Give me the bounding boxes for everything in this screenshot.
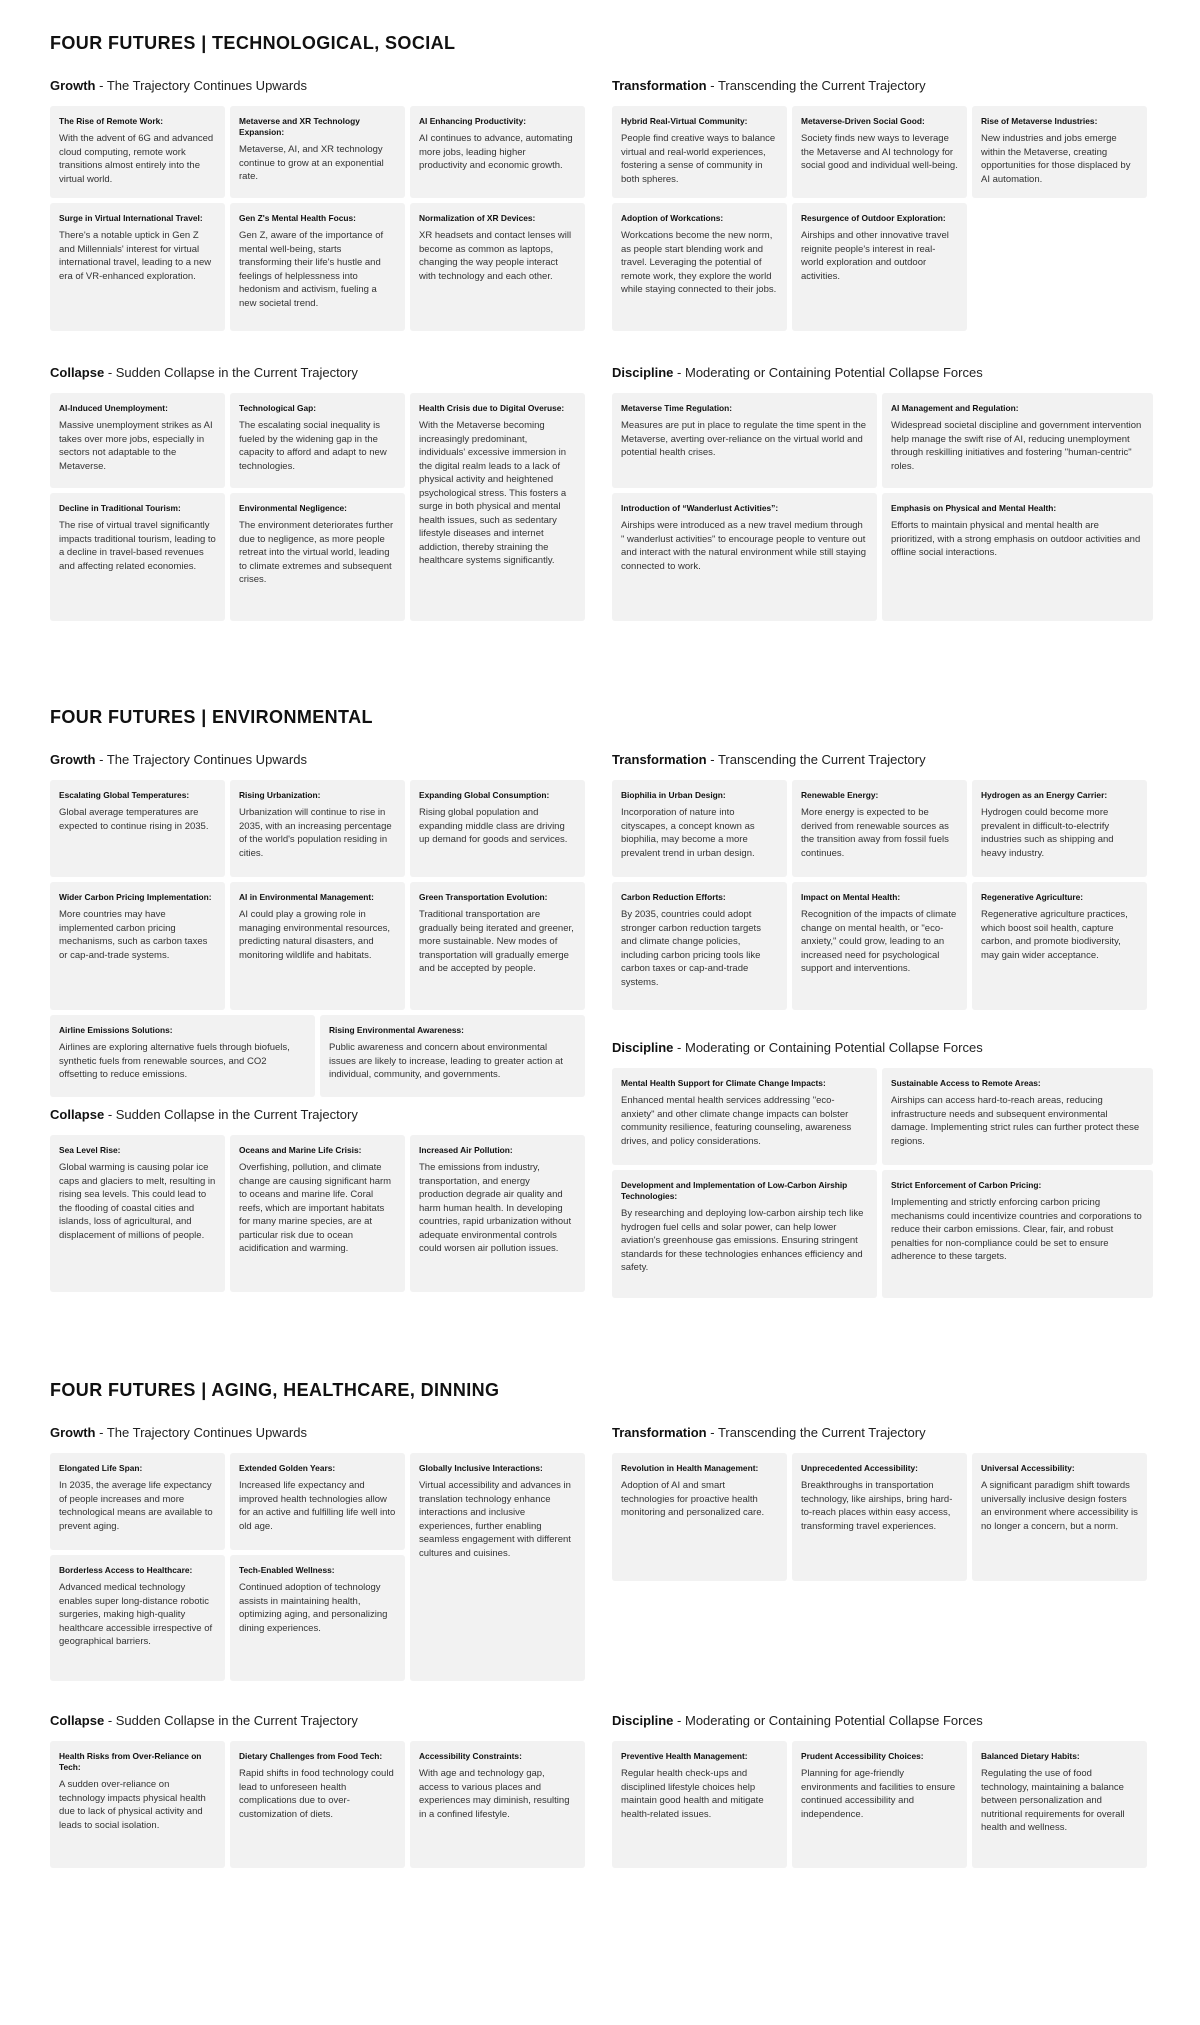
card-title: Green Transportation Evolution: [419, 892, 548, 902]
card-carbon-reduction-efforts [612, 882, 787, 1010]
card-balanced-dietary-habits [972, 1741, 1147, 1868]
card-body: Urbanization will continue to rise in 2035, with an increasing percentage of the world's population residing in cities. [239, 807, 392, 859]
card-title: Escalating Global Temperatures: [59, 790, 190, 800]
card-title: Mental Health Support for Climate Change Impacts: [621, 1078, 826, 1088]
card-title: The Rise of Remote Work: [59, 116, 164, 126]
card-title: Hybrid Real-Virtual Community: [621, 116, 748, 126]
card-impact-on-mental-health [792, 882, 967, 1010]
card-body: With the Metaverse becoming increasingly predominant, individuals' excessive immersion in the digital realm leads to a lack of physical activity and heightened psychological stress. This fosters a surge in both physical and mental health issues, such as sedentary lifestyle diseases and internet addiction, thereby straining the healthcare systems significantly. [419, 420, 567, 566]
section-title: FOUR FUTURES | TECHNOLOGICAL, SOCIAL [50, 33, 456, 53]
card-title: Gen Z's Mental Health Focus: [239, 213, 356, 223]
card-title: Preventive Health Management: [621, 1751, 748, 1761]
collapse-heading [50, 1107, 358, 1122]
card-tech-enabled-wellness [230, 1555, 405, 1681]
card-metaverse-time-regulation [612, 393, 877, 488]
card-preventive-health-management [612, 1741, 787, 1868]
card-body: Overfishing, pollution, and climate change are causing significant harm to oceans and marine life. Coral reefs, which are important habitats for many marine species, are at particular risk due to ocean acidification and warming. [239, 1162, 392, 1254]
card-title: Biophilia in Urban Design: [621, 790, 726, 800]
card-health-crisis-due-to-digital-overuse [410, 393, 585, 621]
card-title: Rising Urbanization: [239, 790, 321, 800]
discipline-label: Discipline [612, 1713, 674, 1728]
collapse-subtitle: - Sudden Collapse in the Current Trajectory [107, 1107, 358, 1122]
card-body: Widespread societal discipline and government intervention help manage the swift rise of AI, reducing unemployment through reskilling initiatives and fostering "human-centric" roles. [891, 420, 1142, 472]
card-body: A sudden over-reliance on technology impacts physical health due to lack of physical activity and leads to social isolation. [59, 1779, 206, 1831]
card-body: Measures are put in place to regulate the time spent in the Metaverse, averting over-reliance on the virtual world and potential health crises. [621, 420, 867, 458]
card-health-risks-from-over-reliance-on-tech [50, 1741, 225, 1868]
card-body: Efforts to maintain physical and mental health are prioritized, with a strong emphasis on outdoor activities and offline social interactions. [891, 520, 1141, 558]
growth-heading [50, 78, 307, 93]
card-environmental-negligence [230, 493, 405, 621]
card-body: New industries and jobs emerge within the Metaverse, creating opportunities for those displaced by AI automation. [981, 133, 1131, 185]
card-dietary-challenges-from-food-tech [230, 1741, 405, 1868]
card-body: People find creative ways to balance virtual and real-world experiences, fostering a sense of community in both spheres. [621, 133, 776, 185]
card-title: AI in Environmental Management: [239, 892, 374, 902]
card-title: Metaverse and XR Technology Expansion: [239, 116, 360, 137]
card-title: Rising Environmental Awareness: [329, 1025, 464, 1035]
discipline-label: Discipline [612, 1040, 674, 1055]
card-title: Accessibility Constraints: [419, 1751, 522, 1761]
card-body: In 2035, the average life expectancy of people increases and more technological means are available to prevent aging. [59, 1480, 213, 1532]
discipline-subtitle: - Moderating or Containing Potential Collapse Forces [677, 1713, 983, 1728]
card-mental-health-support-for-climate-change-impacts [612, 1068, 877, 1165]
card-title: Revolution in Health Management: [621, 1463, 759, 1473]
card-title: Resurgence of Outdoor Exploration: [801, 213, 946, 223]
card-title: Universal Accessibility: [981, 1463, 1075, 1473]
growth-heading [50, 1425, 307, 1440]
card-biophilia-in-urban-design [612, 780, 787, 877]
card-ai-in-environmental-management [230, 882, 405, 1010]
card-elongated-life-span [50, 1453, 225, 1550]
card-ai-enhancing-productivity [410, 106, 585, 198]
card-regenerative-agriculture [972, 882, 1147, 1010]
card-development-and-implementation-of-low-carbon-airship-technologies [612, 1170, 877, 1298]
card-body: Recognition of the impacts of climate change on mental health, or "eco-anxiety," could grow, leading to an increased need for psychological support and interventions. [801, 909, 957, 974]
card-body: Virtual accessibility and advances in translation technology enhance interactions and inclusive experiences, further enabling seamless engagement with different cultures and cuisines. [419, 1480, 571, 1559]
collapse-subtitle: - Sudden Collapse in the Current Trajectory [107, 1713, 358, 1728]
card-body: By researching and deploying low-carbon airship tech like hydrogen fuel cells and solar power, can help lower aviation's greenhouse gas emissions. Ensuring stringent standards for these technologies enhances efficiency and safety. [621, 1208, 864, 1273]
card-body: Implementing and strictly enforcing carbon pricing mechanisms could incentivize countries and corporations to reduce their carbon emissions. Clear, fair, and robust penalties for non-compliance could be set to ensure adherence to these targets. [891, 1197, 1142, 1262]
card-normalization-of-xr-devices [410, 203, 585, 331]
card-body: With age and technology gap, access to various places and experiences may diminish, resulting in a confined lifestyle. [419, 1768, 570, 1820]
card-rise-of-metaverse-industries [972, 106, 1147, 198]
card-title: Metaverse Time Regulation: [621, 403, 733, 413]
card-body: Incorporation of nature into cityscapes, a concept known as biophilia, may become a more prevalent trend in urban design. [621, 807, 755, 859]
card-oceans-and-marine-life-crisis [230, 1135, 405, 1292]
transformation-label: Transformation [612, 1425, 707, 1440]
card-emphasis-on-physical-and-mental-health [882, 493, 1153, 621]
card-hybrid-real-virtual-community [612, 106, 787, 198]
growth-label: Growth [50, 78, 96, 93]
card-wider-carbon-pricing-implementation [50, 882, 225, 1010]
collapse-label: Collapse [50, 365, 105, 380]
card-title: Surge in Virtual International Travel: [59, 213, 203, 223]
card-body: Breakthroughs in transportation technology, like airships, bring hard-to-reach places within easy access, transforming travel experiences. [801, 1480, 953, 1532]
card-hydrogen-as-an-energy-carrier [972, 780, 1147, 877]
card-body: The rise of virtual travel significantly impacts traditional tourism, leading to a decline in travel-based revenues and affecting related economies. [59, 520, 216, 572]
card-ai-induced-unemployment [50, 393, 225, 488]
card-rising-environmental-awareness [320, 1015, 585, 1097]
card-unprecedented-accessibility [792, 1453, 967, 1581]
card-title: Strict Enforcement of Carbon Pricing: [891, 1180, 1042, 1190]
card-body: Gen Z, aware of the importance of mental well-being, starts transforming their life's hustle and feelings of helplessness into hedonism and activism, fueling a new societal trend. [239, 230, 384, 309]
card-strict-enforcement-of-carbon-pricing [882, 1170, 1153, 1298]
card-body: Global warming is causing polar ice caps and glaciers to melt, resulting in rising sea levels. This could lead to the flooding of coastal cities and islands, loss of agricultural, and displacement of millions of people. [59, 1162, 216, 1241]
card-title: Elongated Life Span: [59, 1463, 143, 1473]
section-title: FOUR FUTURES | AGING, HEALTHCARE, DINNING [50, 1380, 500, 1400]
discipline-label: Discipline [612, 365, 674, 380]
card-body: Rapid shifts in food technology could lead to unforeseen health complications due to over-customization of diets. [239, 1768, 394, 1820]
card-title: Globally Inclusive Interactions: [419, 1463, 543, 1473]
card-adoption-of-workcations [612, 203, 787, 331]
section-2 [50, 707, 1150, 1347]
card-extended-golden-years [230, 1453, 405, 1550]
card-title: Normalization of XR Devices: [419, 213, 536, 223]
card-green-transportation-evolution [410, 882, 585, 1010]
card-body: Airships and other innovative travel reignite people's interest in real-world exploration and outdoor activities. [801, 230, 949, 282]
card-body: Adoption of AI and smart technologies for proactive health monitoring and personalized care. [621, 1480, 765, 1518]
growth-subtitle: - The Trajectory Continues Upwards [99, 752, 307, 767]
card-body: XR headsets and contact lenses will become as common as laptops, changing the way people interact with technology and each other. [419, 230, 572, 282]
discipline-heading [612, 1040, 983, 1055]
card-title: Environmental Negligence: [239, 503, 347, 513]
discipline-subtitle: - Moderating or Containing Potential Collapse Forces [677, 365, 983, 380]
card-title: Sustainable Access to Remote Areas: [891, 1078, 1041, 1088]
card-introduction-of-wanderlust-activities [612, 493, 877, 621]
card-title: Impact on Mental Health: [801, 892, 901, 902]
growth-subtitle: - The Trajectory Continues Upwards [99, 78, 307, 93]
discipline-heading [612, 365, 983, 380]
card-the-rise-of-remote-work [50, 106, 225, 198]
transformation-label: Transformation [612, 78, 707, 93]
card-title: Health Crisis due to Digital Overuse: [419, 403, 565, 413]
card-sustainable-access-to-remote-areas [882, 1068, 1153, 1165]
card-body: AI continues to advance, automating more jobs, leading higher productivity and economic growth. [419, 133, 573, 171]
card-body: The emissions from industry, transportation, and energy production degrade air quality and harm human health. In developing countries, rapid urbanization without adequate environmental controls could worsen air pollution issues. [419, 1162, 572, 1254]
collapse-heading [50, 365, 358, 380]
card-title: Regenerative Agriculture: [981, 892, 1084, 902]
card-resurgence-of-outdoor-exploration [792, 203, 967, 331]
card-body: Continued adoption of technology assists in maintaining health, optimizing aging, and personalizing dining experiences. [239, 1582, 388, 1634]
card-body: With the advent of 6G and advanced cloud computing, remote work transitions almost entirely into the virtual world. [59, 133, 214, 185]
card-title: Oceans and Marine Life Crisis: [239, 1145, 362, 1155]
card-body: Enhanced mental health services addressing "eco-anxiety" and other climate change impacts can bolster community resilience, featuring counseling, awareness drives, and policy considerations. [621, 1095, 852, 1147]
card-airline-emissions-solutions [50, 1015, 315, 1097]
card-technological-gap [230, 393, 405, 488]
card-body: Metaverse, AI, and XR technology continue to grow at an exponential rate. [239, 144, 384, 182]
card-body: Global average temperatures are expected to continue rising in 2035. [59, 807, 209, 832]
card-body: Airlines are exploring alternative fuels through biofuels, synthetic fuels from renewable sources, and CO2 offsetting to reduce emissions. [59, 1042, 290, 1080]
card-sea-level-rise [50, 1135, 225, 1292]
card-prudent-accessibility-choices [792, 1741, 967, 1868]
card-title: Carbon Reduction Efforts: [621, 892, 726, 902]
card-body: More energy is expected to be derived from renewable sources as the transition away from fossil fuels continues. [801, 807, 949, 859]
card-title: Metaverse-Driven Social Good: [801, 116, 925, 126]
card-body: Regular health check-ups and disciplined lifestyle choices help maintain good health and mitigate health-related issues. [621, 1768, 764, 1820]
card-body: Regenerative agriculture practices, which boost soil health, capture carbon, and promote biodiversity, may gain wider acceptance. [981, 909, 1128, 961]
card-expanding-global-consumption [410, 780, 585, 877]
card-title: Rise of Metaverse Industries: [981, 116, 1098, 126]
transformation-subtitle: - Transcending the Current Trajectory [710, 752, 926, 767]
card-body: Increased life expectancy and improved health technologies allow for an active and fulfilling life well into old age. [239, 1480, 396, 1532]
card-universal-accessibility [972, 1453, 1147, 1581]
card-title: AI-Induced Unemployment: [59, 403, 168, 413]
card-title: Technological Gap: [239, 403, 317, 413]
growth-label: Growth [50, 1425, 96, 1440]
card-title: Development and Implementation of Low-Carbon Airship Technologies: [621, 1180, 848, 1201]
transformation-subtitle: - Transcending the Current Trajectory [710, 1425, 926, 1440]
section-1 [50, 33, 1150, 673]
card-accessibility-constraints [410, 1741, 585, 1868]
card-title: Airline Emissions Solutions: [59, 1025, 173, 1035]
card-body: Rising global population and expanding middle class are driving up demand for goods and services. [419, 807, 568, 845]
card-title: AI Enhancing Productivity: [419, 116, 527, 126]
card-title: Decline in Traditional Tourism: [59, 503, 181, 513]
card-title: Health Risks from Over-Reliance on Tech: [59, 1751, 202, 1772]
card-body: Society finds new ways to leverage the Metaverse and AI technology for social good and individual well-being. [801, 133, 958, 171]
card-title: Introduction of “Wanderlust Activities”: [621, 503, 779, 513]
transformation-subtitle: - Transcending the Current Trajectory [710, 78, 926, 93]
card-title: Balanced Dietary Habits: [981, 1751, 1080, 1761]
discipline-subtitle: - Moderating or Containing Potential Collapse Forces [677, 1040, 983, 1055]
collapse-label: Collapse [50, 1107, 105, 1122]
growth-subtitle: - The Trajectory Continues Upwards [99, 1425, 307, 1440]
card-metaverse-and-xr-technology-expansion [230, 106, 405, 198]
card-increased-air-pollution [410, 1135, 585, 1292]
card-ai-management-and-regulation [882, 393, 1153, 488]
card-title: Hydrogen as an Energy Carrier: [981, 790, 1108, 800]
card-title: Dietary Challenges from Food Tech: [239, 1751, 383, 1761]
card-body: A significant paradigm shift towards universally inclusive design fosters an environment where accessibility is no longer a concern, but a norm. [981, 1480, 1138, 1532]
card-borderless-access-to-healthcare [50, 1555, 225, 1681]
card-title: Prudent Accessibility Choices: [801, 1751, 924, 1761]
card-revolution-in-health-management [612, 1453, 787, 1581]
section-3 [50, 1380, 1150, 2020]
card-body: Advanced medical technology enables super long-distance robotic surgeries, making high-quality healthcare accessible irrespective of geographical barriers. [59, 1582, 213, 1647]
card-title: Borderless Access to Healthcare: [59, 1565, 193, 1575]
card-body: More countries may have implemented carbon pricing mechanisms, such as carbon taxes or cap-and-trade systems. [59, 909, 208, 961]
card-renewable-energy [792, 780, 967, 877]
card-body: Public awareness and concern about environmental issues are likely to increase, leading to greater action at individual, community, and governments. [329, 1042, 563, 1080]
card-escalating-global-temperatures [50, 780, 225, 877]
discipline-heading [612, 1713, 983, 1728]
card-title: Adoption of Workcations: [621, 213, 724, 223]
card-title: Expanding Global Consumption: [419, 790, 550, 800]
card-body: Airships can access hard-to-reach areas, reducing infrastructure needs and subsequent environmental damage. Implementing strict rules can further protect these regions. [891, 1095, 1140, 1147]
card-body: The environment deteriorates further due to negligence, as more people retreat into the virtual world, leading to climate extremes and subsequent crises. [239, 520, 394, 585]
transformation-heading [612, 1425, 926, 1440]
card-body: Planning for age-friendly environments and facilities to ensure continued accessibility and independence. [801, 1768, 956, 1820]
card-title: Wider Carbon Pricing Implementation: [59, 892, 212, 902]
card-surge-in-virtual-international-travel [50, 203, 225, 331]
card-body: Traditional transportation are gradually being iterated and greener, more sustainable. New modes of transportation will gradually emerge and be accepted by people. [419, 909, 574, 974]
transformation-label: Transformation [612, 752, 707, 767]
card-title: Renewable Energy: [801, 790, 879, 800]
card-body: Airships were introduced as a new travel medium through " wanderlust activities" to encourage people to venture out and interact with the natural environment while still staying connected to work. [621, 520, 867, 572]
transformation-heading [612, 752, 926, 767]
card-title: Unprecedented Accessibility: [801, 1463, 918, 1473]
growth-label: Growth [50, 752, 96, 767]
card-title: Tech-Enabled Wellness: [239, 1565, 335, 1575]
card-title: Extended Golden Years: [239, 1463, 336, 1473]
card-title: Sea Level Rise: [59, 1145, 121, 1155]
card-gen-z-s-mental-health-focus [230, 203, 405, 331]
card-body: By 2035, countries could adopt stronger carbon reduction targets and climate change policies, including carbon pricing tools like carbon taxes or cap-and-trade systems. [621, 909, 761, 988]
section-title: FOUR FUTURES | ENVIRONMENTAL [50, 707, 373, 727]
transformation-heading [612, 78, 926, 93]
growth-heading [50, 752, 307, 767]
collapse-heading [50, 1713, 358, 1728]
card-body: Massive unemployment strikes as AI takes over more jobs, especially in sectors not adaptable to the Metaverse. [59, 420, 213, 472]
card-rising-urbanization [230, 780, 405, 877]
card-globally-inclusive-interactions [410, 1453, 585, 1681]
card-title: Increased Air Pollution: [419, 1145, 513, 1155]
card-body: There's a notable uptick in Gen Z and Millennials' interest for virtual international travel, leading to a new era of VR-enhanced exploration. [59, 230, 212, 282]
card-title: Emphasis on Physical and Mental Health: [891, 503, 1057, 513]
card-body: Hydrogen could become more prevalent in difficult-to-electrify industries such as shipping and heavy industry. [981, 807, 1114, 859]
card-decline-in-traditional-tourism [50, 493, 225, 621]
card-title: AI Management and Regulation: [891, 403, 1019, 413]
card-body: AI could play a growing role in managing environmental resources, predicting natural disasters, and monitoring wildlife and habitats. [239, 909, 391, 961]
card-body: Workcations become the new norm, as people start blending work and travel. Leveraging the potential of remote work, they explore the world while staying connected to their jobs. [621, 230, 777, 295]
card-body: The escalating social inequality is fueled by the widening gap in the capacity to afford and adapt to new technologies. [239, 420, 387, 472]
collapse-label: Collapse [50, 1713, 105, 1728]
card-metaverse-driven-social-good [792, 106, 967, 198]
collapse-subtitle: - Sudden Collapse in the Current Trajectory [107, 365, 358, 380]
card-body: Regulating the use of food technology, maintaining a balance between personalization and nutritional requirements for overall health and wellness. [981, 1768, 1125, 1833]
